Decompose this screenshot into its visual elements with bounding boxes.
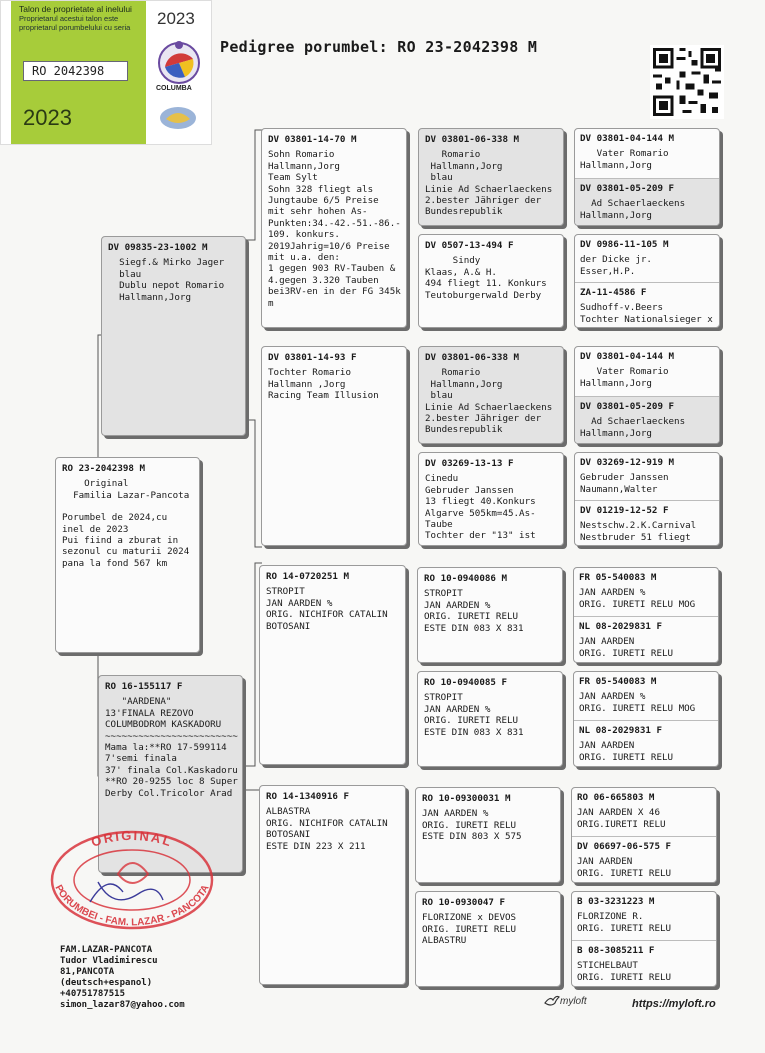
pedigree-pair-card-7[interactable] [571,787,717,883]
note-line: Hallmann,Jorg [268,160,340,172]
ticket-line3: proprietarul porumbelului cu seria [19,23,131,32]
note-line: 13 fliegt 40.Konkurs [425,496,536,508]
note-line: ESTE DIN 223 X 211 [266,840,366,852]
ring-number: DV 03801-05-209 F [580,183,675,194]
ancestor-top[interactable] [575,235,719,282]
ancestor-bottom[interactable] [574,616,718,663]
note-line: ORIG. IURETI RELU [424,611,519,623]
pedigree-card-ssd[interactable] [418,234,564,328]
note-line: Klaas, A.& H. [425,266,497,278]
note-line: Hallmann,Jorg [580,427,652,439]
note-line: Porumbel de 2024,cu [62,512,168,524]
ring-number: DV 03801-14-70 M [268,134,357,145]
note-line: JAN AARDEN % [424,703,491,715]
note-line: Romario [425,367,481,379]
note-line: Vater Romario [580,148,669,160]
note-line: Dublu nepot Romario [108,280,225,292]
owner-name: FAM.LAZAR-PANCOTA [60,945,153,955]
note-line: 2.bester Jähriger der [425,413,542,425]
note-line: mit u.a. den: [268,252,340,264]
note-line: Gebruder Janssen [580,472,669,484]
note-line: FLORIZONE x DEVOS [422,912,517,924]
note-line: Naumann,Walter [580,483,658,495]
ring-number: DV 03801-04-144 M [580,133,675,144]
note-line: 2.bester Jähriger der [425,195,542,207]
myloft-link[interactable]: https://myloft.ro [632,998,716,1010]
pedigree-card-dss[interactable] [417,567,563,663]
stamp-top-text: ORIGINAL [89,827,175,850]
note-line: ORIG. IURETI RELU [577,922,672,934]
pedigree-pair-card-5[interactable] [573,567,719,663]
note-line: Nestbruder 51 fliegt [580,531,691,543]
note-line: Sudhoff-v.Beers [580,302,663,314]
note-line: pana la fond 567 km [62,557,168,569]
note-line: Ad Schaerlaeckens [580,416,686,428]
ring-number: DV 03801-06-338 M [425,134,520,145]
svg-text:ORIGINAL [89,828,175,850]
ring-number: RO 06-665803 M [577,792,655,803]
note-line: "AARDENA" [105,696,172,708]
ancestor-top[interactable] [572,892,716,940]
owner-contact [60,945,185,1011]
note-line: Hallmann,Jorg [425,160,503,172]
note-line: Racing Team Illusion [268,390,379,402]
note-line: 109. konkurs. [268,229,340,241]
note-line: Tochter Nationalsieger x [580,313,713,325]
ancestor-bottom[interactable] [575,282,719,328]
ancestor-bottom[interactable] [572,836,716,883]
note-line: blau [108,268,142,280]
note-line: JAN AARDEN X 46 [577,807,660,819]
note-line: Algarve 505km=45.As- [425,507,536,519]
ring-number: DV 01219-12-52 F [580,505,669,516]
note-line: Team Sylt [268,172,318,184]
ancestor-bottom[interactable] [575,396,719,444]
note-line: JAN AARDEN % [579,691,646,703]
note-line: STICHELBAUT [577,960,638,972]
note-line: Familia Lazar-Pancota [62,489,190,501]
note-line: ESTE DIN 083 X 831 [424,726,524,738]
owner-street: Tudor Vladimirescu [60,956,158,966]
ancestor-top[interactable] [575,129,719,178]
pedigree-pair-card-1[interactable] [574,128,720,226]
note-line: Punkten:34.-42.-51.-86.- [268,217,401,229]
pedigree-card-dam-sire[interactable] [259,565,406,765]
pedigree-card-dds[interactable] [415,787,561,883]
note-line: **RO 20-9255 loc 8 Super [105,776,238,788]
owner-town: 81,PANCOTA [60,967,115,977]
note-line: Linie Ad Schaerlaeckens [425,183,553,195]
qr-code-icon [650,45,724,119]
note-line: Tochter Romario [268,367,351,379]
note-line: 4.gegen 3.320 Tauben [268,274,379,286]
note-line: Ad Schaerlaeckens [580,198,686,210]
note-line: JAN AARDEN % [422,808,489,820]
ancestor-bottom[interactable] [575,178,719,226]
pedigree-card-sdd[interactable] [418,452,564,546]
note-line: Jungtaube 6/5 Preise [268,195,379,207]
note-line: Bundesrepublik [425,424,503,436]
note-line: JAN AARDEN % [266,597,333,609]
note-line: Gebruder Janssen [425,484,514,496]
page-title: Pedigree porumbel: RO 23-2042398 M [220,38,538,56]
note-line: JAN AARDEN % [579,587,646,599]
note-line: ORIG. IURETI RELU [579,751,674,763]
note-line: ~~~~~~~~~~~~~~~~~~~~~~~~ [105,730,238,742]
note-line: Tochter der "13" ist [425,530,536,542]
note-line: ORIG. NICHIFOR CATALIN [266,609,388,621]
note-line: Hallmann ,Jorg [268,378,346,390]
note-line: blau [425,172,453,184]
note-line: ORIG. IURETI RELU MOG [579,702,696,714]
ticket-year-left: 2023 [23,105,72,130]
note-line: BOTOSANI [266,829,311,841]
ancestor-bottom[interactable] [572,940,716,987]
note-line: inel de 2023 [62,523,129,535]
note-line: JAN AARDEN [577,856,633,868]
ring-number: DV 06697-06-575 F [577,841,672,852]
ring-number: ZA-11-4586 F [580,287,647,298]
ticket-line2: Proprietarul acestui talon este [19,14,119,23]
pedigree-card-sds[interactable] [418,346,564,444]
ring-number: RO 10-0940086 M [424,573,507,584]
ring-number: DV 03801-05-209 F [580,401,675,412]
note-line: STROPIT [424,588,463,600]
pedigree-pair-card-6[interactable] [573,671,719,767]
note-line: JAN AARDEN [579,740,635,752]
ring-number: FR 05-540083 M [579,676,657,687]
ancestor-top[interactable] [574,568,718,616]
ring-number: FR 05-540083 M [579,572,657,583]
original-stamp-icon [38,822,223,932]
note-line: FLORIZONE R. [577,911,644,923]
ring-number: DV 0986-11-105 M [580,239,669,250]
note-line: Original [62,478,129,490]
pedigree-pair-card-8[interactable] [571,891,717,987]
note-line: 2019Jahrig=10/6 Preise [268,240,390,252]
ring-number: B 08-3085211 F [577,945,655,956]
note-line: 7'semi finala [105,753,177,765]
ancestor-top[interactable] [574,672,718,720]
ring-number: DV 03269-12-919 M [580,457,675,468]
pedigree-pair-card-2[interactable] [574,234,720,328]
ring-number: RO 23-2042398 M [62,463,145,474]
ring-number: RO 14-1340916 F [266,791,349,802]
note-line: ORIG. IURETI RELU [424,715,519,727]
federation-emblem-icon [158,105,198,131]
note-line: ORIG. NICHIFOR CATALIN [266,817,388,829]
note-line: ALBASTRU [422,935,467,947]
note-line: 1 gegen 903 RV-Tauben & [268,263,396,275]
note-line: ESTE DIN 803 X 575 [422,831,522,843]
ring-number: RO 14-0720251 M [266,571,349,582]
note-line: ORIG.IURETI RELU [577,818,666,830]
card-notes [62,478,193,569]
ancestor-top[interactable] [572,788,716,836]
pedigree-card-sire-dam[interactable] [261,346,407,546]
owner-phone: +40751787515 [60,989,126,999]
ring-number: B 03-3231223 M [577,896,655,907]
pedigree-pair-card-4[interactable] [574,452,720,546]
pedigree-card-dam-dam[interactable] [259,785,406,985]
ring-number: RO 10-09300031 M [422,793,511,804]
pedigree-card-dsd[interactable] [417,671,563,767]
pedigree-card-ddd[interactable] [415,891,561,987]
note-line: 37' finala Col.Kaskadoru [105,764,238,776]
note-line: Hallmann,Jorg [580,159,652,171]
note-line: ALBASTRA [266,806,311,818]
note-line: Siegf.& Mirko Jager [108,257,225,269]
note-line: 494 fliegt 11. Konkurs [425,278,547,290]
ring-number: DV 03801-06-338 M [425,352,520,363]
myloft-bird-icon [544,994,560,1008]
ancestor-bottom[interactable] [575,500,719,546]
ring-number: DV 03801-14-93 F [268,352,357,363]
ring-number: RO 10-0930047 F [422,897,505,908]
note-line: BOTOSANI [266,620,311,632]
note-line: Linie Ad Schaerlaeckens [425,401,553,413]
note-spacer [62,501,193,512]
note-line: Vater Romario [580,366,669,378]
note-line: Hallmann,Jorg [580,377,652,389]
note-line: Bundesrepublik [425,206,503,218]
ring-number: DV 03269-13-13 F [425,458,514,469]
pedigree-card-subject[interactable] [55,457,200,653]
note-line: ESTE DIN 083 X 831 [424,622,524,634]
ring-number: RO 10-0940085 F [424,677,507,688]
note-line: Hallmann,Jorg [108,291,191,303]
note-line: ORIG. IURETI RELU [577,867,672,879]
note-line: m [268,297,274,309]
note-line: JAN AARDEN [579,636,635,648]
note-line: Cinedu [425,473,459,485]
note-line: Taube [425,519,453,531]
ticket-header [19,5,149,32]
ticket-ring-number: RO 2042398 [23,61,128,81]
note-line: ORIG. IURETI RELU [579,647,674,659]
ring-number: DV 0507-13-494 F [425,240,514,251]
note-line: 13'FINALA REZOVO [105,707,194,719]
ring-number: DV 03801-04-144 M [580,351,675,362]
ring-number: RO 16-155117 F [105,681,183,692]
note-line: Hallmann,Jorg [425,378,503,390]
note-line: Sindy [425,255,481,267]
pedigree-card-sire-sire[interactable] [261,128,407,328]
note-line: Sohn Romario [268,149,335,161]
note-line: STROPIT [424,692,463,704]
note-line: bei3RV-en in der FG 345k [268,286,401,298]
note-line: mit sehr hohen As- [268,206,368,218]
note-line: Derby Col.Tricolor Arad [105,787,233,799]
owner-languages: (deutsch+espanol) [60,978,153,988]
pedigree-pair-card-3[interactable] [574,346,720,444]
pedigree-card-sss[interactable] [418,128,564,226]
ticket-org: COLUMBA [156,85,192,92]
note-line: ORIG. IURETI RELU [422,819,517,831]
ring-number: DV 09835-23-1002 M [108,242,208,253]
note-line: Mama la:**RO 17-599114 [105,742,227,754]
note-line: COLUMBODROM KASKADORU [105,719,222,731]
note-line: STROPIT [266,586,305,598]
note-line: ORIG. IURETI RELU MOG [579,598,696,610]
owner-email[interactable]: simon_lazar87@yahoo.com [60,1000,185,1010]
note-line: Romario [425,149,481,161]
ring-number: NL 08-2029831 F [579,621,662,632]
ticket-year-right: 2023 [157,9,195,28]
ancestor-bottom[interactable] [574,720,718,767]
note-line: Pui fiind a zburat in [62,535,179,547]
note-line: Nestschw.2.K.Carnival [580,520,697,532]
note-line: JAN AARDEN % [424,599,491,611]
note-line: sezonul cu maturii 2024 [62,546,190,558]
note-line: blau [425,390,453,402]
myloft-brand: myloft [560,996,587,1007]
ticket-line1: Talon de proprietate al inelului [19,4,132,14]
note-line: Esser,H.P. [580,265,636,277]
note-line: ORIG. IURETI RELU [577,971,672,983]
ancestor-top[interactable] [575,453,719,500]
note-line: Hallmann,Jorg [580,209,652,221]
note-line: der Dicke jr. [580,254,652,266]
ring-ownership-ticket [0,0,212,145]
ancestor-top[interactable] [575,347,719,396]
ring-number: NL 08-2029831 F [579,725,662,736]
stamp-bottom-text: PORUMBEI - FAM. LAZAR - PANCOTA [52,883,212,929]
note-line: Teutoburgerwald Derby [425,289,542,301]
note-line: Sohn 328 fliegt als [268,183,374,195]
pedigree-card-sire[interactable] [101,236,246,436]
columba-logo-icon [155,37,203,85]
note-line: ORIG. IURETI RELU [422,923,517,935]
